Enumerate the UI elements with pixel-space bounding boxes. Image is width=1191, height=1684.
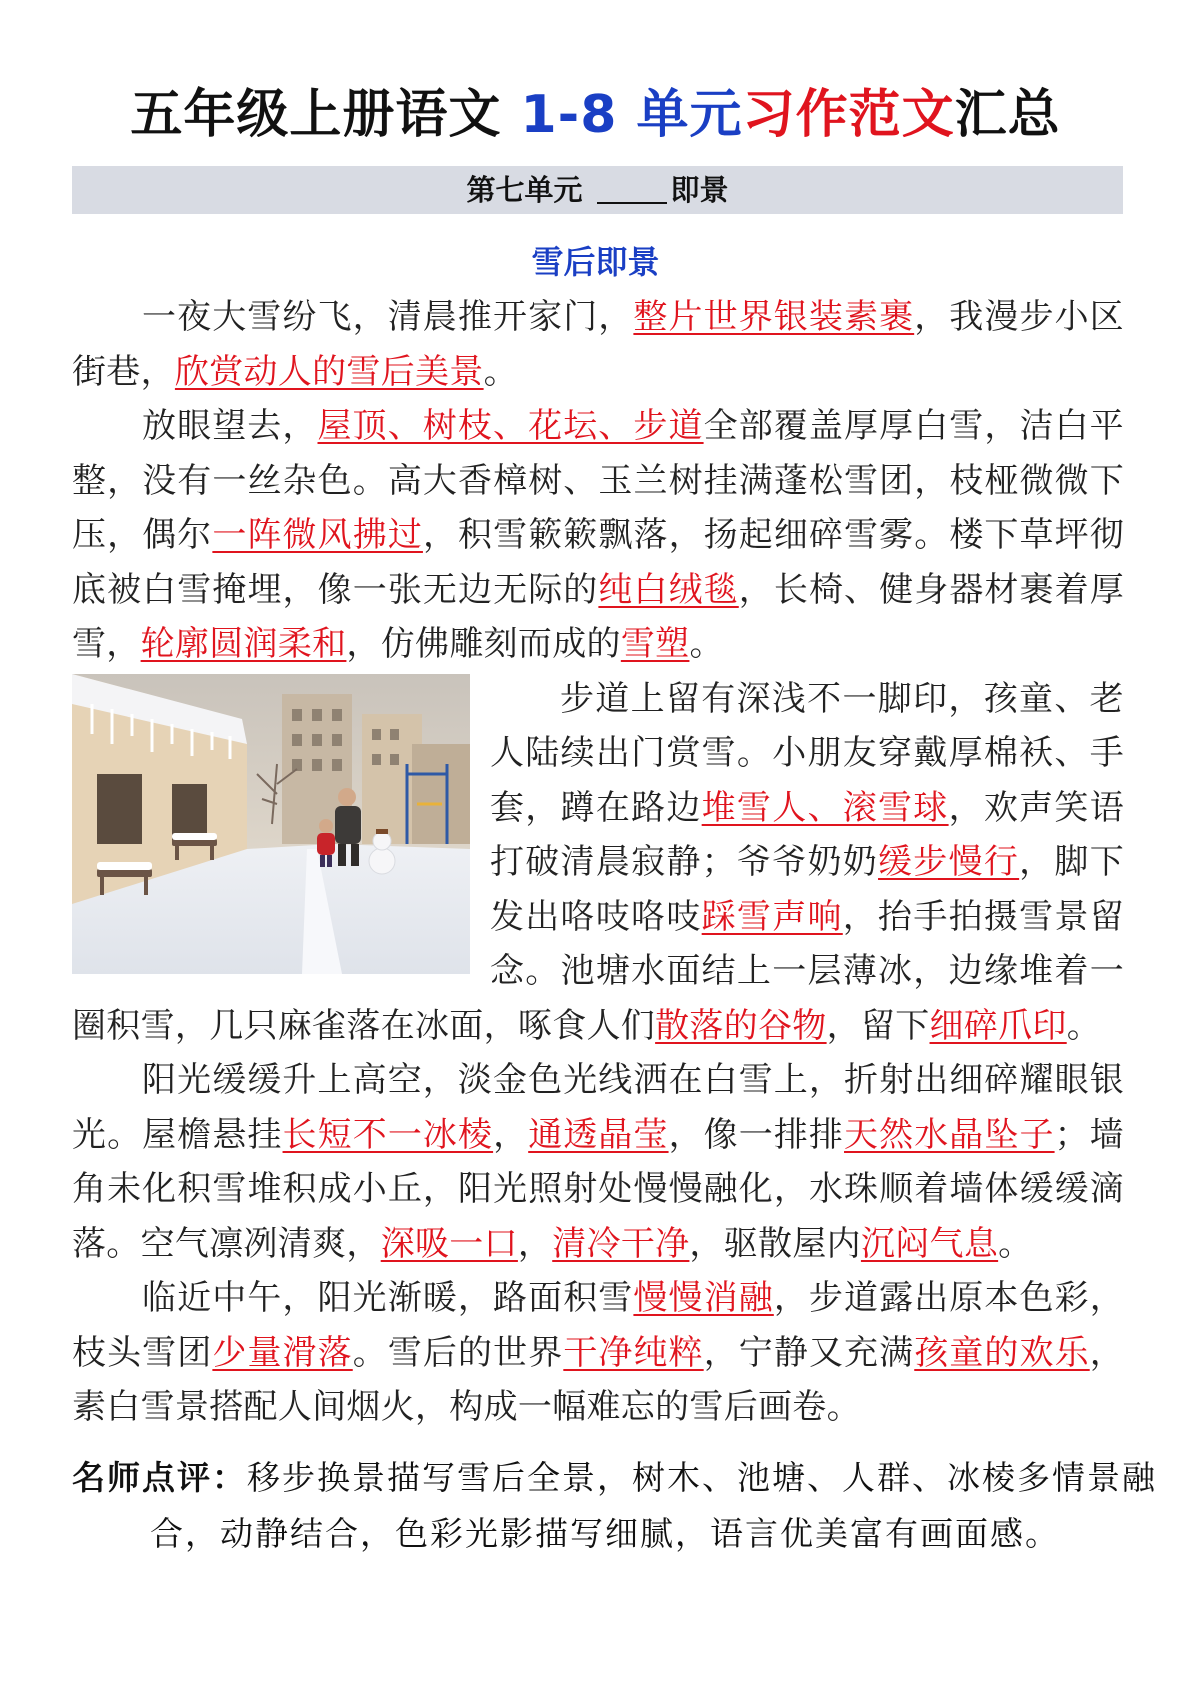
highlight-phrase: 屋顶、树枝、花坛、步道 [317,406,704,446]
text-run: ，我漫步小区街巷， [72,297,1124,392]
teacher-comment [72,1450,1191,1562]
highlight-phrase: 轮廓圆润柔和 [140,624,347,664]
highlight-phrase: 纯白绒毯 [598,569,739,610]
text-run: ；墙角未化积雪堆积成小丘，阳光照射处慢慢融化，水珠顺着墙体缓缓滴落。空气凛冽清爽， [72,1114,1124,1264]
title-part-2: 1-8 单元 [520,85,743,145]
page-title [0,80,1191,150]
paragraph-2 [72,399,1124,672]
essay-body [72,290,1124,1435]
text-run: 。 [483,351,518,392]
highlight-phrase: 干净纯粹 [563,1332,704,1373]
paragraph-4 [72,1053,1124,1271]
highlight-phrase: 一阵微风拂过 [212,515,423,555]
text-run: ，仿佛雕刻而成的 [346,624,621,664]
highlight-phrase: 慢慢消融 [633,1278,774,1318]
snow-scene-illustration [72,674,470,974]
text-run: ，留下 [826,1005,930,1046]
highlight-phrase: 沉闷气息 [860,1223,999,1264]
text-run: ，抬手拍摄雪景留念。池塘水面结上一层薄冰，边缘堆着一圈积雪，几只麻雀落在冰面，啄食人们 [72,896,1124,1046]
comment-text: 移步换景描写雪后全景，树木、池塘、人群、冰棱多情景融合，动静结合，色彩光影描写细腻，语言优美富有画面感。 [150,1458,1157,1553]
title-part-3: 习作范文 [742,85,955,145]
highlight-phrase: 散落的谷物 [655,1005,827,1046]
unit-topic: 即景 [670,173,729,207]
paragraph-5 [72,1271,1124,1435]
fill-in-blank-line [597,172,667,204]
text-run: ，宁静又充满 [703,1332,915,1373]
highlight-phrase: 堆雪人、滚雪球 [701,787,949,828]
highlight-phrase: 缓步慢行 [878,842,1020,882]
text-run: 一夜大雪纷飞，清晨推开家门， [142,297,634,337]
highlight-phrase: 整片世界银装素裹 [633,297,915,337]
text-run: 放眼望去， [142,406,318,446]
snow-scene-photo [72,674,470,974]
highlight-phrase: 深吸一口 [380,1223,518,1264]
paragraph-1 [72,290,1124,399]
text-run: ，欢声笑语打破清晨寂静；爷爷奶奶 [490,787,1124,882]
text-run: ，步道露出原本色彩，枝头雪团 [72,1278,1125,1373]
text-run: 。 [998,1223,1033,1264]
highlight-phrase: 欣赏动人的雪后美景 [174,351,484,392]
highlight-phrase: 天然水晶坠子 [844,1114,1055,1155]
text-run: ， [493,1114,529,1155]
text-run: 步道上留有深浅不一脚印，孩童、老人陆续出门赏雪。小朋友穿戴厚棉袄、手套，蹲在路边 [490,678,1124,828]
highlight-phrase: 通透晶莹 [528,1114,669,1155]
unit-banner [72,166,1123,214]
text-run: ，驱散屋内 [689,1223,861,1264]
highlight-phrase: 孩童的欢乐 [914,1332,1090,1373]
text-run: 阳光缓缓升上高空，淡金色光线洒在白雪上，折射出细碎耀眼银光。屋檐悬挂 [72,1060,1124,1155]
text-run: 。 [689,624,724,664]
text-run: ，积雪簌簌飘落，扬起细碎雪雾。楼下草坪彻底被白雪掩埋，像一张无边无际的 [72,515,1124,610]
text-run: ，长椅、健身器材裹着厚雪， [72,569,1124,664]
text-run: 。 [1066,1005,1102,1046]
text-run: 。雪后的世界 [352,1332,564,1373]
text-run: ， [517,1223,553,1264]
text-run: ，素白雪景搭配人间烟火，构成一幅难忘的雪后画卷。 [72,1332,1125,1427]
highlight-phrase: 少量滑落 [212,1332,353,1373]
text-run: ，脚下发出咯吱咯吱 [490,842,1124,937]
comment-label: 名师点评： [72,1458,247,1497]
essay-title: 雪后即景 [531,243,660,281]
highlight-phrase: 长短不一冰棱 [282,1114,494,1155]
text-run: ，像一排排 [668,1114,845,1155]
text-run: 全部覆盖厚厚白雪，洁白平整，没有一丝杂色。高大香樟树、玉兰树挂满蓬松雪团，枝桠微微下压，偶尔 [72,406,1124,555]
highlight-phrase: 清冷干净 [552,1223,690,1264]
unit-label: 第七单元 [466,173,583,207]
title-part-4: 汇总 [954,85,1061,145]
highlight-phrase: 雪塑 [620,624,690,664]
highlight-phrase: 细碎爪印 [929,1005,1067,1046]
text-run: 临近中午，阳光渐暖，路面积雪 [142,1278,634,1318]
title-part-1: 五年级上册语文 [130,85,521,145]
highlight-phrase: 踩雪声响 [701,896,843,937]
